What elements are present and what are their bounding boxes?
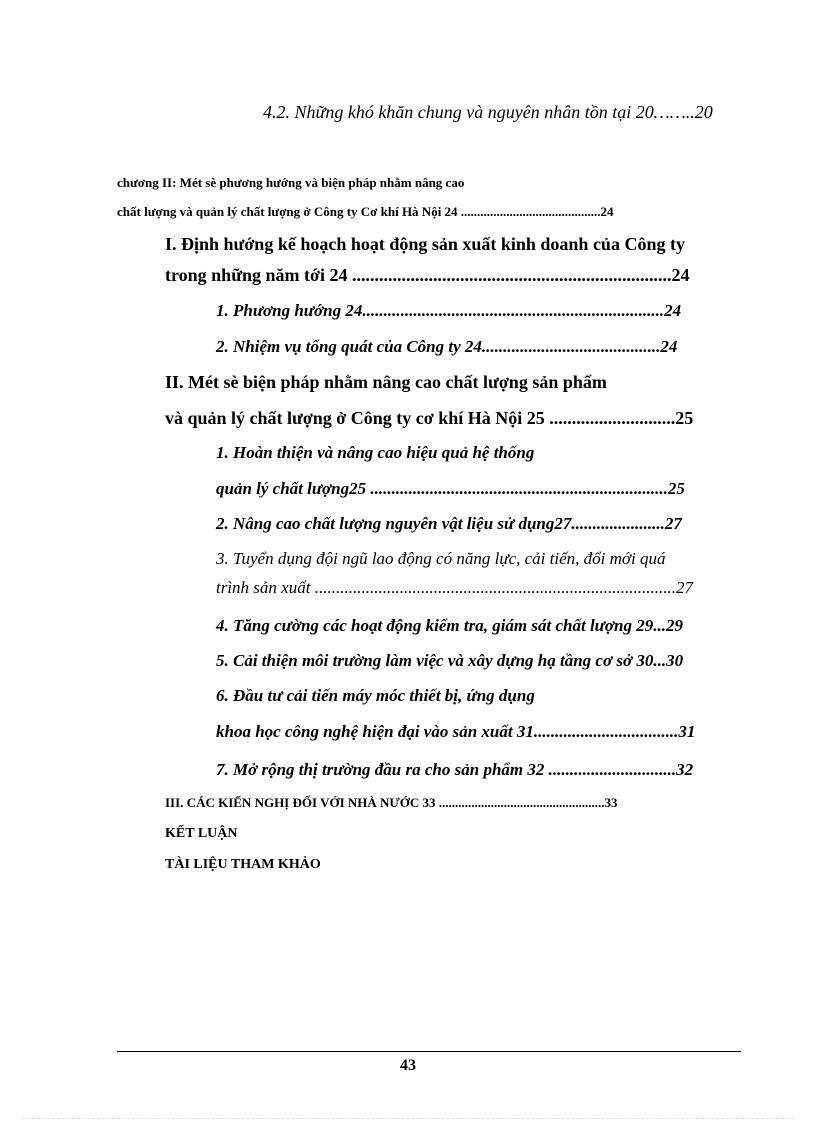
toc-conclusion: KẾT LUẬN	[165, 826, 238, 841]
page-bottom-border	[22, 1118, 794, 1119]
toc-sub-ii-1-line1: 1. Hoàn thiện và nâng cao hiệu quả hệ thống	[216, 443, 535, 462]
toc-sub-ii-5: 5. Cải thiện môi trường làm việc và xây dựng hạ tầng cơ sở 30...30	[216, 651, 684, 670]
toc-sub-ii-7: 7. Mở rộng thị trường đầu ra cho sản phẩm 32 ..............................32	[216, 760, 694, 779]
toc-sub-ii-3-line2: trình sản xuất .....................................................................................27	[216, 578, 693, 597]
toc-section-ii-line2: và quản lý chất lượng ở Công ty cơ khí Hà Nội 25 ............................25	[165, 408, 694, 428]
toc-entry-4-2: 4.2. Những khó khăn chung và nguyên nhân tồn tại 20……..20	[263, 102, 713, 122]
page-number: 43	[400, 1057, 416, 1074]
toc-chapter-ii-line1: chương II: Mét sè phương hướng và biện pháp nhằm nâng cao	[117, 175, 465, 190]
toc-sub-i-1: 1. Phương hướng 24.......................................................................24	[216, 301, 682, 320]
toc-sub-ii-2: 2. Nâng cao chất lượng nguyên vật liệu sử dụng27......................27	[216, 514, 682, 533]
toc-chapter-ii-line2: chất lượng và quản lý chất lượng ở Công ty Cơ khí Hà Nội 24 ...........................................24	[117, 204, 614, 219]
toc-sub-ii-3-line1: 3. Tuyển dụng đội ngũ lao động có năng lực, cải tiến, đổi mới quá	[216, 549, 666, 568]
toc-section-i-line1: I. Định hướng kế hoạch hoạt động sản xuất kinh doanh của Công ty	[165, 234, 685, 254]
toc-sub-ii-1-line2: quản lý chất lượng25 ......................................................................25	[216, 479, 685, 498]
toc-sub-ii-4: 4. Tăng cường các hoạt động kiểm tra, giám sát chất lượng 29...29	[216, 616, 683, 635]
toc-sub-i-2: 2. Nhiệm vụ tổng quát của Công ty 24..........................................24	[216, 337, 678, 356]
toc-section-i-line2: trong những năm tới 24 .......................................................................24	[165, 265, 690, 285]
footer-rule	[117, 1051, 741, 1052]
toc-references: TÀI LIỆU THAM KHẢO	[165, 857, 321, 872]
toc-section-ii-line1: II. Mét sè biện pháp nhằm nâng cao chất lượng sản phẩm	[165, 372, 607, 392]
toc-sub-ii-6-line2: khoa học công nghệ hiện đại vào sản xuất 31..................................31	[216, 722, 696, 741]
toc-section-iii: III. CÁC KIẾN NGHỊ ĐỐI VỚI NHÀ NƯỚC 33 ...................................................33	[165, 795, 618, 810]
toc-sub-ii-6-line1: 6. Đầu tư cải tiến máy móc thiết bị, ứng dụng	[216, 686, 535, 705]
